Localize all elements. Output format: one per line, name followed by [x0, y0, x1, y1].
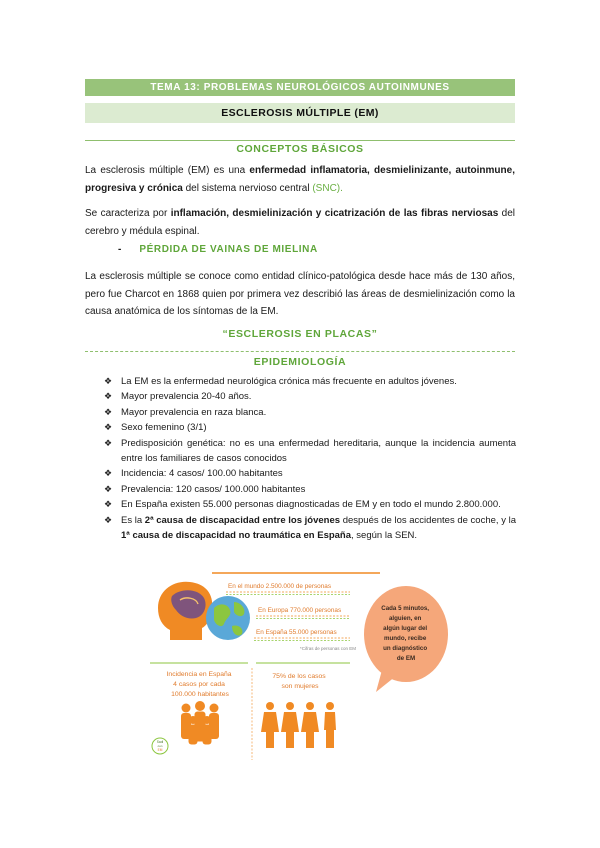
quote-heading: “ESCLEROSIS EN PLACAS” [222, 328, 378, 340]
list-item [104, 466, 516, 481]
text-span: La esclerosis múltiple (EM) es una [85, 165, 250, 176]
list-item [104, 497, 516, 512]
people-group-icon [181, 701, 219, 745]
bubble-line: un diagnóstico [383, 645, 428, 652]
list-item-text: En España existen 55.000 personas diagnosticadas de EM y en todo el mundo 2.800.000. [121, 499, 501, 511]
list-item-text: Predisposición genética: no es una enfermedad hereditaria, aunque la incidencia aumenta entre los familiares de casos conocidos [121, 437, 516, 465]
list-item [104, 420, 516, 435]
diamond-bullet-icon: ❖ [104, 406, 113, 417]
sadi-logo [152, 738, 168, 754]
dash-marker: - [118, 244, 122, 255]
diamond-bullet-icon: ❖ [104, 514, 113, 525]
list-item-text: Mayor prevalencia 20-40 años. [121, 391, 252, 403]
text-span: Se caracteriza por [85, 208, 171, 219]
head-profile-icon [158, 582, 212, 640]
figures-note: *Cifras de personas con EM [300, 646, 357, 651]
list-item [104, 374, 516, 389]
diamond-bullet-icon: ❖ [104, 483, 113, 494]
text-span: del sistema nervioso central [182, 182, 313, 194]
logo-text: Sadi [156, 740, 164, 744]
women-line: 75% de los casos [272, 673, 326, 680]
bubble-line: de EM [396, 655, 416, 662]
list-item-text: Mayor prevalencia en raza blanca. [121, 406, 267, 418]
list-item [104, 436, 516, 467]
section-divider [85, 140, 515, 141]
subheading-mielina [118, 244, 318, 255]
paragraph-definition [85, 162, 515, 197]
section-divider [85, 351, 515, 352]
europe-count-text: En Europa 770.000 personas [258, 607, 342, 614]
logo-text: EM [157, 748, 163, 752]
incidence-line: 4 casos por cada [173, 681, 225, 688]
women-text [272, 673, 327, 690]
paragraph-characteristics [85, 205, 515, 240]
bubble-line: mundo, recibe [383, 635, 427, 642]
text-span: Es la [121, 514, 145, 526]
globe-icon [206, 596, 250, 640]
list-item [104, 389, 516, 404]
text-span: , según la SEN. [351, 530, 418, 542]
bubble-line: algún lugar del [383, 625, 428, 632]
list-item-text: La EM es la enfermedad neurológica crónica más frecuente en adultos jóvenes. [121, 376, 457, 387]
diamond-bullet-icon: ❖ [104, 468, 113, 479]
bubble-line: alguien, en [388, 615, 422, 622]
incidence-line: 100.000 habitantes [171, 691, 229, 698]
logo-text: con [157, 744, 163, 748]
bold-span: 2ª causa de discapacidad entre los jóvenes [144, 514, 341, 526]
diamond-bullet-icon: ❖ [104, 422, 113, 433]
text-span: después de los accidentes de coche, y la [340, 514, 516, 526]
list-item [104, 513, 516, 544]
subtitle-banner: ESCLEROSIS MÚLTIPLE (EM) [85, 103, 515, 123]
list-item [104, 482, 516, 497]
snc-span: (SNC). [312, 182, 343, 194]
topic-banner: TEMA 13: PROBLEMAS NEUROLÓGICOS AUTOINMUNES [85, 79, 515, 96]
bold-span: inflamación, desmielinización y cicatrización de las fibras nerviosas [170, 208, 499, 219]
incidence-text [167, 671, 234, 698]
women-figures-icon [261, 702, 336, 748]
text-span: del cerebro y médula espinal. [85, 208, 515, 237]
paragraph-history: La esclerosis múltiple se conoce como entidad clínico-patológica desde hace más de 130 años, pero fue Charcot en 1868 quien por primera vez describió las áreas de desmielinización como la causa anatómica de los síntomas de la EM. [85, 271, 515, 317]
subheading-text: PÉRDIDA DE VAINAS DE MIELINA [139, 244, 318, 255]
women-line: son mujeres [281, 683, 319, 690]
bubble-line: Cada 5 minutos, [381, 605, 430, 612]
diamond-bullet-icon: ❖ [104, 376, 113, 386]
spain-count-text: En España 55.000 personas [256, 629, 337, 636]
diamond-bullet-icon: ❖ [104, 437, 113, 448]
bold-span: 1ª causa de discapacidad no traumática en España [121, 530, 352, 542]
ms-infographic [150, 570, 450, 766]
incidence-line: Incidencia en España [166, 671, 232, 678]
list-item-text: Incidencia: 4 casos/ 100.00 habitantes [121, 468, 283, 480]
diamond-bullet-icon: ❖ [104, 391, 113, 402]
bold-span: enfermedad inflamatoria, desmielinizante, autoinmune, progresiva y crónica [85, 165, 515, 194]
list-item [104, 405, 516, 420]
section-title-conceptos: CONCEPTOS BÁSICOS [236, 143, 364, 155]
list-item-text: Prevalencia: 120 casos/ 100.000 habitantes [121, 483, 306, 495]
section-title-epidemiologia: EPIDEMIOLOGÍA [253, 356, 347, 368]
list-item-text: Sexo femenino (3/1) [121, 422, 207, 434]
diamond-bullet-icon: ❖ [104, 499, 113, 510]
world-count-text: En el mundo 2.500.000 de personas [228, 583, 332, 590]
epidemiology-list [104, 374, 516, 543]
